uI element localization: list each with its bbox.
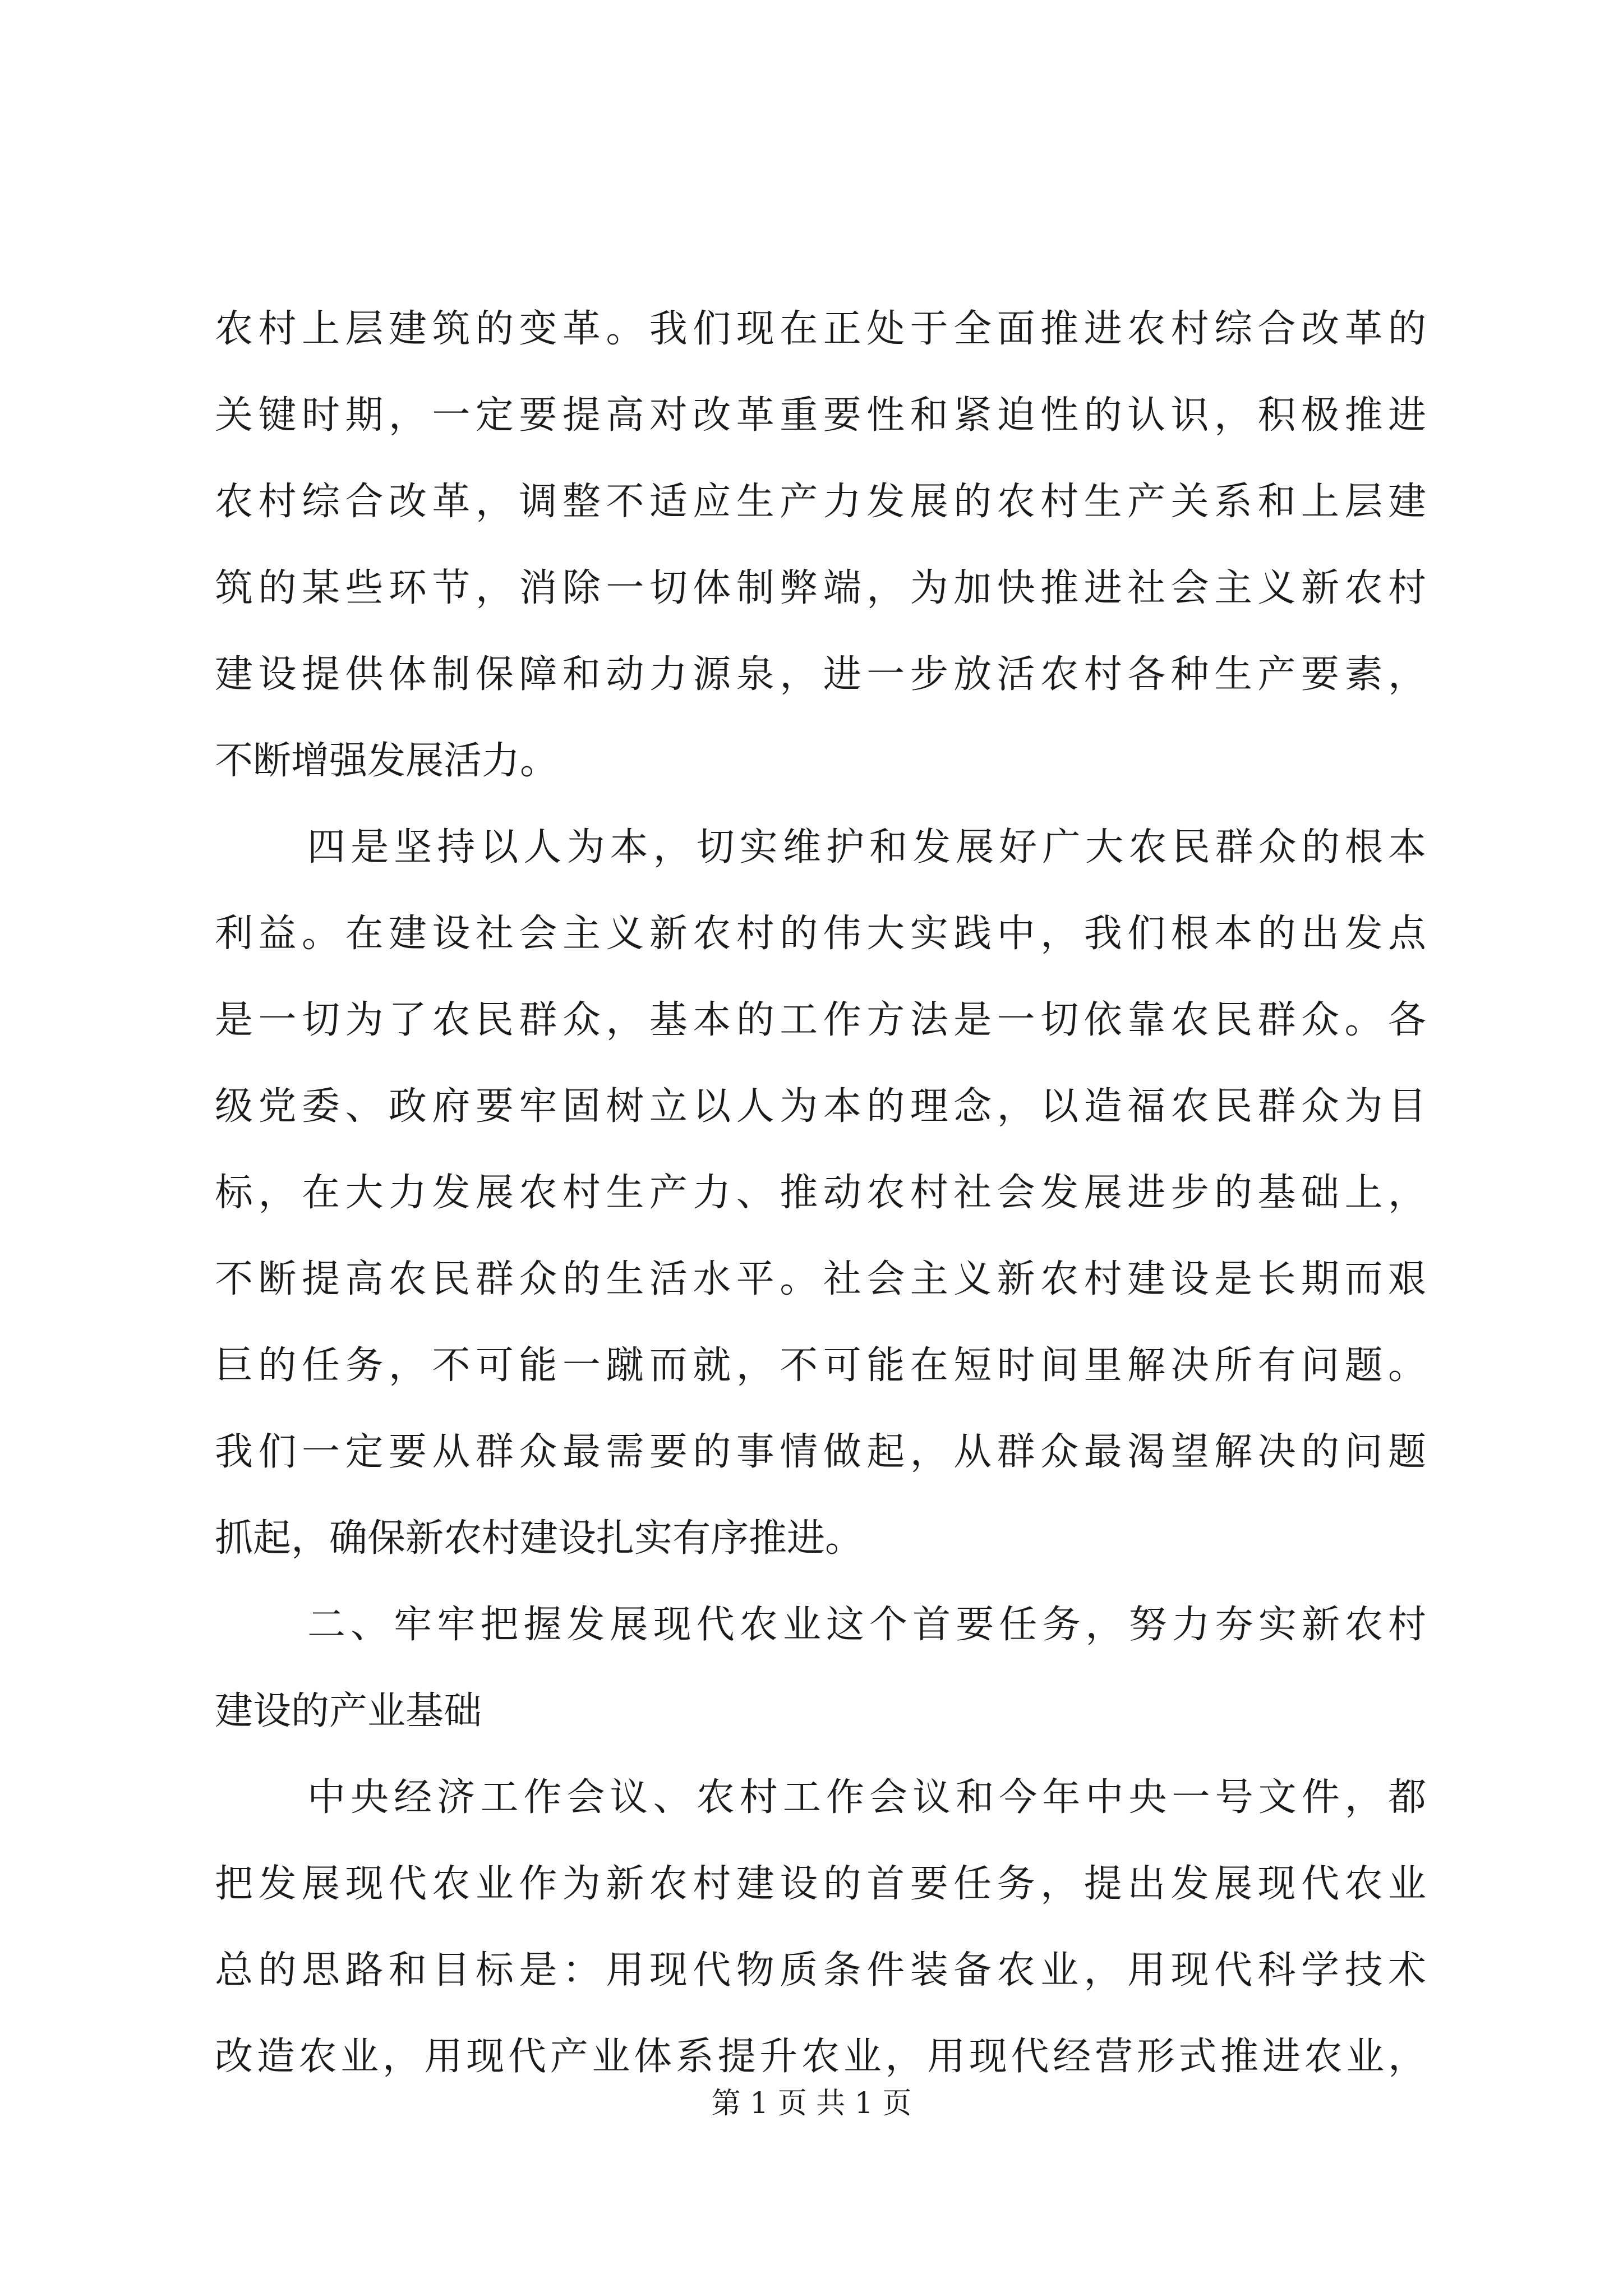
text-line: 把发展现代农业作为新农村建设的首要任务，提出发展现代农业: [215, 1862, 1426, 1906]
text-line: 四是坚持以人为本，切实维护和发展好广大农民群众的根本: [307, 825, 1426, 869]
document-body: [215, 286, 1426, 2100]
text-line: 农村综合改革，调整不适应生产力发展的农村生产关系和上层建: [215, 480, 1426, 524]
text-line: 抓起，确保新农村建设扎实有序推进。: [215, 1516, 864, 1561]
text-line: 是一切为了农民群众，基本的工作方法是一切依靠农民群众。各: [215, 998, 1426, 1042]
paragraph-1: [215, 286, 1426, 804]
paragraph-2: [215, 804, 1426, 1582]
text-line: 建设的产业基础: [215, 1689, 482, 1733]
text-line: 农村上层建筑的变革。我们现在正处于全面推进农村综合改革的: [215, 307, 1426, 351]
text-line: 二、牢牢把握发展现代农业这个首要任务，努力夯实新农村: [307, 1603, 1426, 1647]
text-line: 关键时期，一定要提高对改革重要性和紧迫性的认识，积极推进: [215, 393, 1426, 438]
text-line: 我们一定要从群众最需要的事情做起，从群众最渴望解决的问题: [215, 1430, 1426, 1474]
text-line: 建设提供体制保障和动力源泉，进一步放活农村各种生产要素，: [215, 652, 1426, 697]
text-line: 不断提高农民群众的生活水平。社会主义新农村建设是长期而艰: [215, 1257, 1426, 1301]
text-line: 中央经济工作会议、农村工作会议和今年中央一号文件，都: [307, 1775, 1426, 1820]
section-heading: [215, 1582, 1426, 1755]
text-line: 总的思路和目标是：用现代物质条件装备农业，用现代科学技术: [215, 1948, 1426, 1993]
text-line: 改造农业，用现代产业体系提升农业，用现代经营形式推进农业，: [215, 2035, 1426, 2079]
text-line: 标，在大力发展农村生产力、推动农村社会发展进步的基础上，: [215, 1171, 1426, 1215]
paragraph-3: [215, 1755, 1426, 2100]
text-line: 级党委、政府要牢固树立以人为本的理念，以造福农民群众为目: [215, 1084, 1426, 1129]
text-line: 巨的任务，不可能一蹴而就，不可能在短时间里解决所有问题。: [215, 1343, 1426, 1388]
page-footer: 第 1 页 共 1 页: [711, 2087, 912, 2120]
text-line: 利益。在建设社会主义新农村的伟大实践中，我们根本的出发点: [215, 912, 1426, 956]
text-line: 不断增强发展活力。: [215, 739, 559, 783]
text-line: 筑的某些环节，消除一切体制弊端，为加快推进社会主义新农村: [215, 566, 1426, 610]
